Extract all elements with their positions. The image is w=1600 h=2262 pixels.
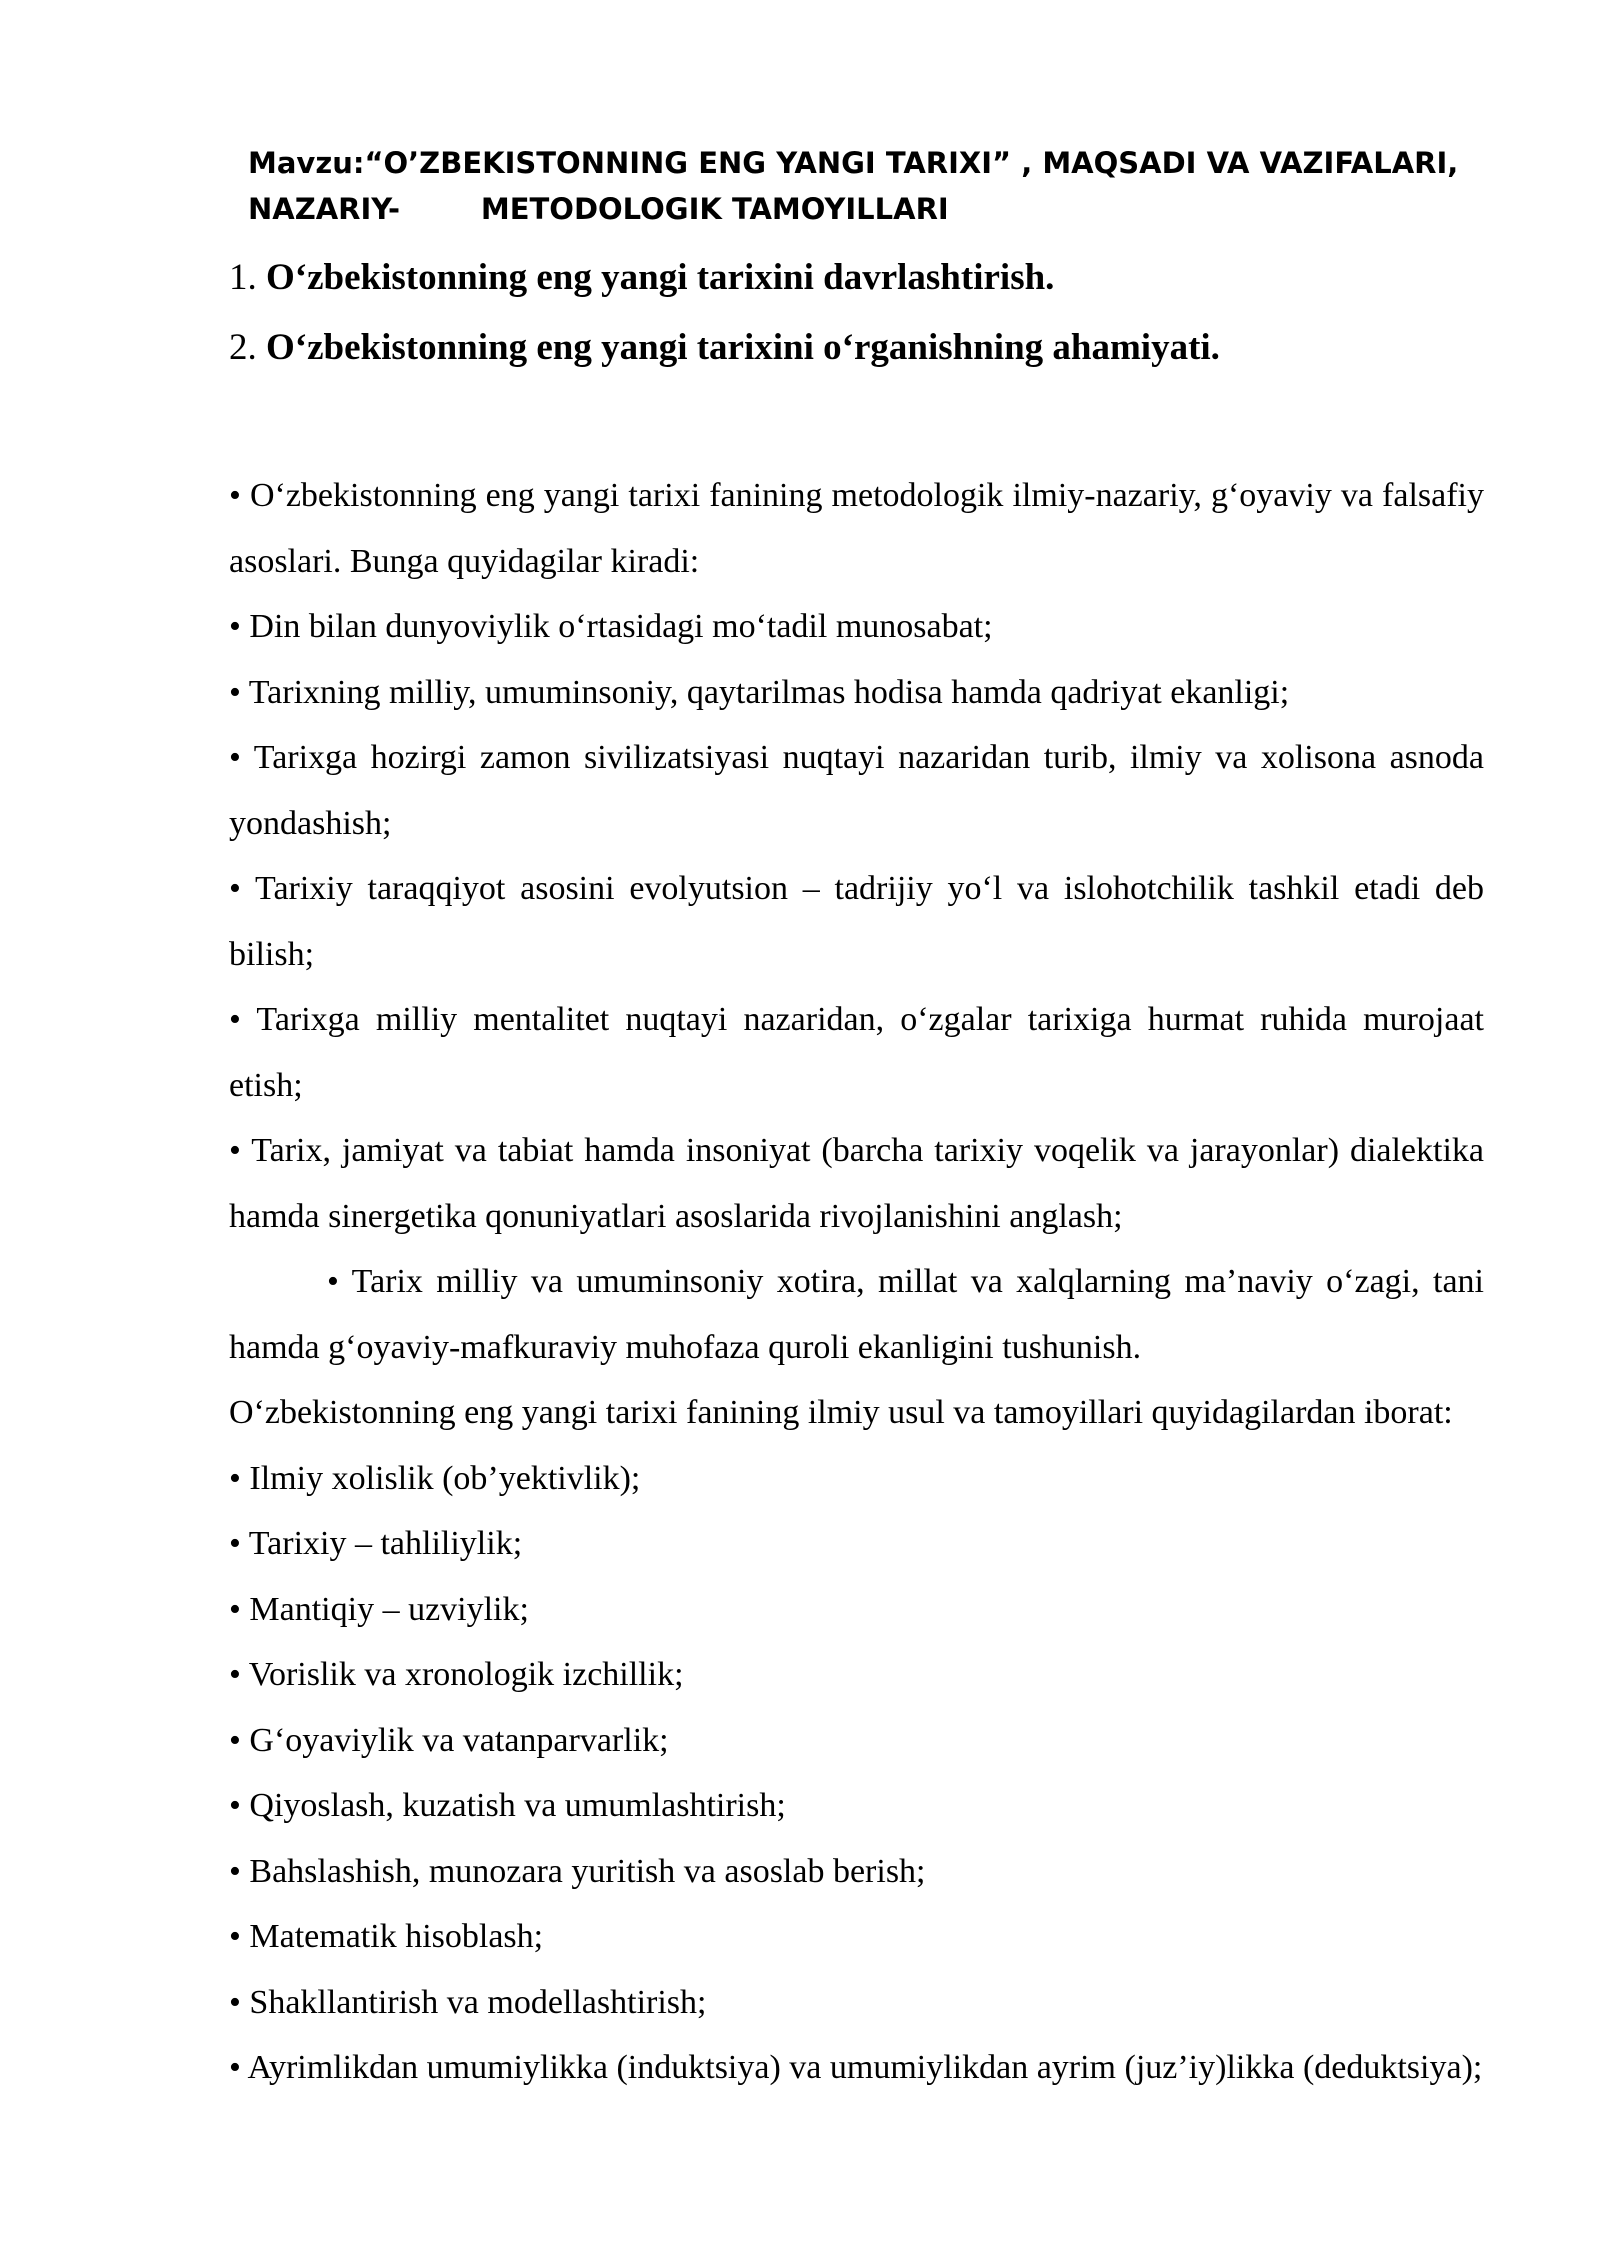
question-text: O‘zbekistonning eng yangi tarixini davrlashtirish. [266,257,1055,298]
body-paragraph: • Ayrimlikdan umumiylikka (induktsiya) va umumiylikdan ayrim (juz’iy)likka (deduktsiya); [229,2049,1483,2086]
document-title [248,140,1498,232]
body-paragraph: • Qiyoslash, kuzatish va umumlashtirish; [229,1787,786,1824]
body-paragraph: • G‘oyaviylik va vatanparvarlik; [229,1721,669,1759]
body-paragraph: • Tarixning milliy, umuminsoniy, qaytarilmas hodisa hamda qadriyat ekanligi; [229,673,1290,711]
question-item-2 [229,326,1529,370]
body-paragraph: • Shakllantirish va modellashtirish; [229,1983,707,2021]
document-body [229,463,1484,2101]
title-line-2: NAZARIY- METODOLOGIK TAMOYILLARI [248,192,949,226]
body-paragraph: • Vorislik va xronologik izchillik; [229,1656,684,1693]
body-paragraph: • Tarix, jamiyat va tabiat hamda insoniyat (barcha tarixiy voqelik va jarayonlar) dialektika hamda sinergetika qonuniyatlari asoslarida rivojlanishini anglash; [229,1132,1484,1235]
body-paragraph: • Bahslashish, munozara yuritish va asoslab berish; [229,1852,926,1890]
body-paragraph: • Tarixga hozirgi zamon sivilizatsiyasi nuqtayi nazaridan turib, ilmiy va xolisona asnoda yondashish; [229,739,1484,842]
body-paragraph: • Tarix milliy va umuminsoniy xotira, millat va xalqlarning ma’naviy o‘zagi, tani hamda g‘oyaviy-mafkuraviy muhofaza quroli ekanligini tushunish. [229,1263,1484,1366]
body-paragraph: • Din bilan dunyoviylik o‘rtasidagi mo‘tadil munosabat; [229,608,993,645]
title-line-1: Mavzu:“O’ZBEKISTONNING ENG YANGI TARIXI” , MAQSADI VA VAZIFALARI, [248,146,1459,180]
body-paragraph: • Tarixga milliy mentalitet nuqtayi nazaridan, o‘zgalar tarixiga hurmat ruhida murojaat etish; [229,1001,1484,1104]
question-text: O‘zbekistonning eng yangi tarixini o‘rganishning ahamiyati. [266,327,1220,368]
body-paragraph: • Mantiqiy – uzviylik; [229,1590,529,1628]
question-number: 2. [229,327,257,368]
body-paragraph: O‘zbekistonning eng yangi tarixi fanining ilmiy usul va tamoyillari quyidagilardan iborat: [229,1394,1453,1431]
body-paragraph: • O‘zbekistonning eng yangi tarixi fanining metodologik ilmiy-nazariy, g‘oyaviy va falsafiy asoslari. Bunga quyidagilar kiradi: [229,477,1484,580]
question-item-1 [229,256,1529,300]
body-paragraph: • Ilmiy xolislik (ob’yektivlik); [229,1459,641,1497]
body-paragraph: • Tarixiy taraqqiyot asosini evolyutsion – tadrijiy yo‘l va islohotchilik tashkil etadi deb bilish; [229,870,1484,973]
question-number: 1. [229,257,257,298]
body-paragraph: • Tarixiy – tahliliylik; [229,1525,523,1562]
body-paragraph: • Matematik hisoblash; [229,1918,544,1955]
